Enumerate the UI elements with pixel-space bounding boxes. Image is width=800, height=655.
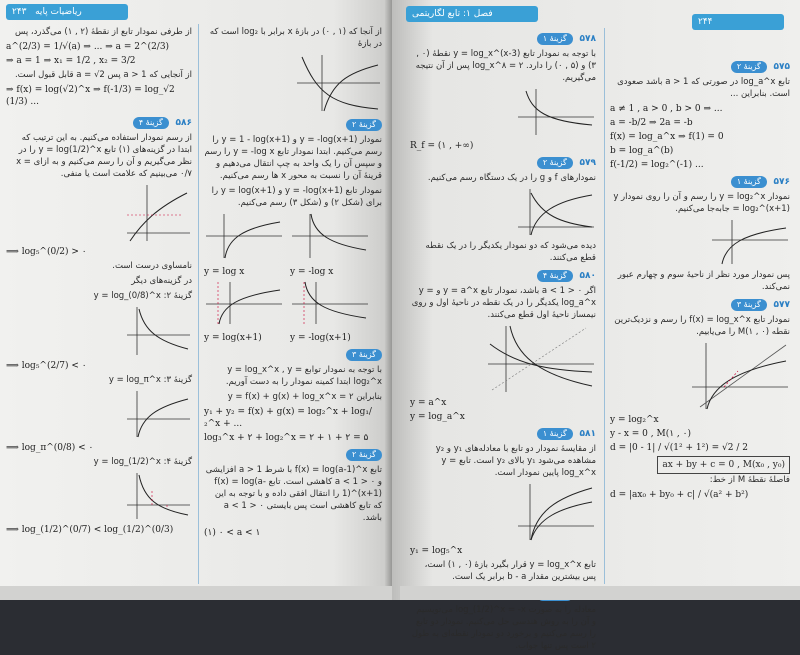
- graph-label: y = log(x+1): [204, 333, 262, 343]
- question-number: ۵۷۶: [773, 177, 790, 187]
- paragraph: تابع log_a^x در صورتی که a > 1 باشد صعودی است. بنابراین ...: [617, 77, 790, 99]
- answer-tag: گزینهٔ ۲: [346, 449, 382, 461]
- log-graph: [204, 212, 284, 260]
- graph-label: y = -log(x+1): [290, 333, 351, 343]
- left-header-title: ریاضیات پایه: [35, 7, 82, 17]
- formula: y - x = 0 , M(۱ , ۰): [610, 429, 691, 439]
- paragraph: اگر ۰ < a < 1 باشد، نمودار تابع y = a^x و y = log_a^x یکدیگر را در یک نقطه در ناحیهٔ اول و روی نیمساز ناحیهٔ اول قطع می‌کنند.: [411, 286, 596, 320]
- left-col-outer: [6, 26, 192, 538]
- graph-figure: [410, 87, 596, 137]
- log-graph: [516, 187, 596, 237]
- paragraph: دیده می‌شود که دو نمودار یکدیگر را در یک نقطه قطع می‌کنند.: [425, 241, 596, 263]
- left-header: [6, 4, 128, 20]
- formula: ⟹ log_π^(0/8) < ۰: [6, 443, 94, 453]
- formula: ⟹ log_(1/2)^(0/7) < log_(1/2)^(0/3): [6, 525, 174, 535]
- graph-figure: [204, 280, 284, 346]
- formula: d = |ax₀ + by₀ + c| / √(a² + b²): [610, 490, 749, 500]
- log-graph: [292, 53, 382, 113]
- paragraph: از طرفی نمودار تابع از نقطهٔ (۲ , ۱) می‌گذرد، پس: [15, 27, 192, 37]
- right-page: [392, 0, 800, 651]
- answer-tag: گزینهٔ ۲: [537, 157, 573, 169]
- right-col-inner: [410, 30, 596, 655]
- question-number: ۵۸۶: [175, 118, 192, 128]
- paragraph: نمودار y = log₂^x را رسم و آن را روی نمودار y = log₂^(x+1) جابه‌جا می‌کنیم.: [613, 192, 790, 214]
- answer-tag: گزینهٔ ۱: [731, 176, 767, 188]
- paragraph: نمودار y = -log(x+1) و y = 1 - log(x+1) را رسم می‌کنیم. ابتدا نمودار تابع y = -log x را رسم و سپس آن را یک واحد به چپ انتقال می‌دهیم و قرینهٔ آن را نسبت به محور x ها رسم می‌کنیم.: [204, 135, 382, 181]
- graph-figure: [6, 183, 192, 243]
- left-page-number: ۲۴۳: [12, 7, 27, 17]
- graph-row: [204, 212, 382, 280]
- paragraph: تابع y = log_x^x قرار بگیرد بازهٔ (۰ , ۱) است، پس بیشترین مقدار b - a برابر یک است.: [424, 560, 596, 582]
- log-graph: [122, 305, 192, 357]
- answer-tag: گزینهٔ ۴: [133, 117, 169, 129]
- formula: ⟹ log₅^(2/7) < ۰: [6, 361, 87, 371]
- graph-label: y = a^x: [410, 398, 447, 408]
- log-graph: [204, 280, 284, 326]
- option-label: گزینهٔ ۳: y = log_π^x: [108, 375, 192, 385]
- formula: R_f = (۱ , +∞): [410, 141, 474, 151]
- graph-figure: [290, 212, 370, 280]
- boxed-formula: ax + by + c = 0 , M(x₀ , y₀): [657, 456, 790, 474]
- formula: log₃^x + ۲ + log₂^x = ۲ + ۱ + ۲ = ۵: [204, 433, 369, 443]
- graph-label: y = log x: [204, 267, 245, 277]
- column-divider: [604, 28, 605, 584]
- log-graph: [516, 87, 596, 137]
- log-graph: [122, 471, 192, 521]
- paragraph: نامساوی درست است.: [112, 261, 192, 271]
- formula: ⇒ a = 1 ⇒ x₁ = 1/2 , x₂ = 3/2: [6, 56, 136, 66]
- graph-figure: [410, 324, 596, 394]
- right-page-number-bar: [692, 14, 784, 30]
- graph-figure: [204, 212, 284, 280]
- log-graph: [290, 212, 370, 260]
- answer-tag: گزینهٔ ۲: [346, 119, 382, 131]
- right-page-number: ۲۴۴: [698, 17, 713, 27]
- log-graph: [710, 218, 790, 266]
- graph-figure: [290, 280, 370, 346]
- formula: y₁ + y₂ = f(x) + g(x) = log₂^x + log₁/₂^x + ...: [204, 407, 372, 429]
- log-graph: [290, 280, 370, 326]
- page-edge: [400, 586, 800, 600]
- graph-label: y = log₂^x: [610, 415, 659, 425]
- graph-figure: [610, 218, 790, 266]
- paragraph: تابع f(x) = log(a-1)^x با شرط a > 1 افزایشی و ۰ < a < 1 کاهشی است. تابع f(x) = log(a-1)^(x+1) را انتقال افقی داده و با توجه به این که تابع کاهشی است پس بایستی ۰ < a < 1 باشد.: [205, 465, 382, 523]
- option-label: گزینهٔ ۴: y = log_(1/2)^x: [93, 457, 192, 467]
- right-header: [406, 6, 538, 22]
- graph-label: y = -log x: [290, 267, 334, 277]
- question-number: ۵۷۷: [773, 300, 790, 310]
- answer-tag: گزینهٔ ۳: [346, 349, 382, 361]
- paragraph: از آنجا که (۱ , ۰) در بازهٔ x برابر با log₂ است که در بازهٔ: [209, 27, 382, 49]
- paragraph: از رسم نمودار استفاده می‌کنیم. به این ترتیب که ابتدا در گزینه‌های (۱) تابع y = log(1/2)^x را در نظر می‌گیریم و آن را رسم می‌کنیم و به ازای x = ۰/۷ می‌بینیم که علامت است یا منفی.: [16, 133, 192, 179]
- paragraph: در گزینه‌های دیگر: [131, 276, 192, 286]
- graph-figure: [6, 389, 192, 439]
- right-header-title: فصل ۱: تابع لگاریتمی: [412, 9, 493, 19]
- formula: a ≠ 1 , a > 0 , b > 0 ⇒ ...: [610, 104, 723, 114]
- paragraph: نمودار تابع y = -log(x+1) و y = log(x+1) را برای (شکل ۲) و (شکل ۳) رسم می‌کنیم.: [211, 186, 382, 208]
- log-graph: [122, 183, 192, 243]
- answer-tag: گزینهٔ ۴: [537, 270, 573, 282]
- paragraph: فاصلهٔ نقطهٔ M از خط:: [709, 475, 790, 485]
- formula: a^(2/3) = 1/√(a) ⇒ ... ⇒ a = 2^(2/3): [6, 42, 170, 52]
- right-col-outer: [610, 58, 790, 503]
- paragraph: پس نمودار مورد نظر از ناحیهٔ سوم و چهارم عبور نمی‌کند.: [617, 270, 790, 292]
- paragraph: با توجه به نمودار توابع y = log_x^x , y = log₂^x ابتدا کمینه نمودار را به دست آوریم.: [225, 365, 382, 387]
- graph-figure: [610, 341, 790, 411]
- formula: f(-1/2) = log₂^(-1) ...: [610, 160, 704, 170]
- paragraph: معادله را به صورت log_(1/2)^x = -x می‌نویسیم و آن را به روش هندسی حل می‌کنیم. نمودار دو تابع را رسم می‌کنیم و برخورد دو نمودار نقطه‌ای به طول ۲ است پس تنها جواب.: [411, 605, 596, 651]
- log-graph: [486, 324, 596, 394]
- log-graph: [690, 341, 790, 411]
- formula: a = -b/2 ⇒ 2a = -b: [610, 118, 693, 128]
- graph-label: y₁ = log₅^x: [410, 546, 463, 556]
- answer-tag: گزینهٔ ۱: [537, 33, 573, 45]
- page-edge: [0, 586, 392, 600]
- formula: f(x) = log_a^x ⇒ f(1) = 0: [610, 132, 724, 142]
- paragraph: از آنجایی که a > 1 پس a = √2 قابل قبول است.: [14, 70, 192, 80]
- graph-row: [204, 280, 382, 346]
- paragraph: نمودار تابع f(x) = log_x^x را رسم و نزدیک‌ترین نقطه M(۱ , ۰) را می‌یابیم.: [614, 315, 790, 337]
- formula: ⟹ log₅^(0/2) > ۰: [6, 247, 87, 257]
- answer-tag: گزینهٔ ۱: [537, 428, 573, 440]
- question-number: ۵۷۹: [579, 158, 596, 168]
- graph-figure: [204, 53, 382, 113]
- formula: (۱) ۰ < a < ۱: [204, 528, 261, 538]
- question-number: ۵۷۵: [773, 62, 790, 72]
- formula: b = log_a^(b): [610, 146, 674, 156]
- question-number: ۵۷۸: [579, 34, 596, 44]
- log-graph: [516, 482, 596, 542]
- answer-tag: گزینهٔ ۲: [731, 61, 767, 73]
- graph-figure: [410, 187, 596, 237]
- column-divider: [198, 24, 199, 584]
- left-col-inner: [204, 26, 382, 541]
- paragraph: از مقایسهٔ نمودار دو تابع با معادله‌های y₁ و y₂ مشاهده می‌شود y₁ بالای y₂ است. تابع y = log_x^x پایین نمودار است.: [435, 444, 596, 478]
- paragraph: بنابراین y = f(x) + g(x) + log_x^x = ۲: [227, 392, 382, 402]
- log-graph: [122, 389, 192, 439]
- paragraph: با توجه به نمودار تابع y = log_x^(x-3) نقطهٔ (۰ , ۳) و (۵ , ۰) را دارد. log_x^۸ = ۲ پس از آن نتیجه می‌گیریم.: [415, 49, 596, 83]
- question-number: ۵۸۰: [579, 271, 596, 281]
- left-page: [0, 0, 392, 600]
- answer-tag: گزینهٔ ۳: [731, 299, 767, 311]
- graph-figure: [410, 482, 596, 542]
- graph-figure: [6, 305, 192, 357]
- graph-figure: [6, 471, 192, 521]
- formula: d = |0 - 1| / √(1² + 1²) = √2 / 2: [610, 443, 748, 453]
- option-label: گزینهٔ ۲: y = log_(0/8)^x: [93, 291, 192, 301]
- question-number: ۵۸۱: [579, 429, 596, 439]
- paragraph: نمودارهای f و g را در یک دستگاه رسم می‌کنیم.: [427, 173, 596, 183]
- formula: ⇒ f(x) = log(√2)^x ⇒ f(-1/3) = log_√2 (1/3) ...: [6, 85, 175, 107]
- graph-label: y = log_a^x: [410, 412, 465, 422]
